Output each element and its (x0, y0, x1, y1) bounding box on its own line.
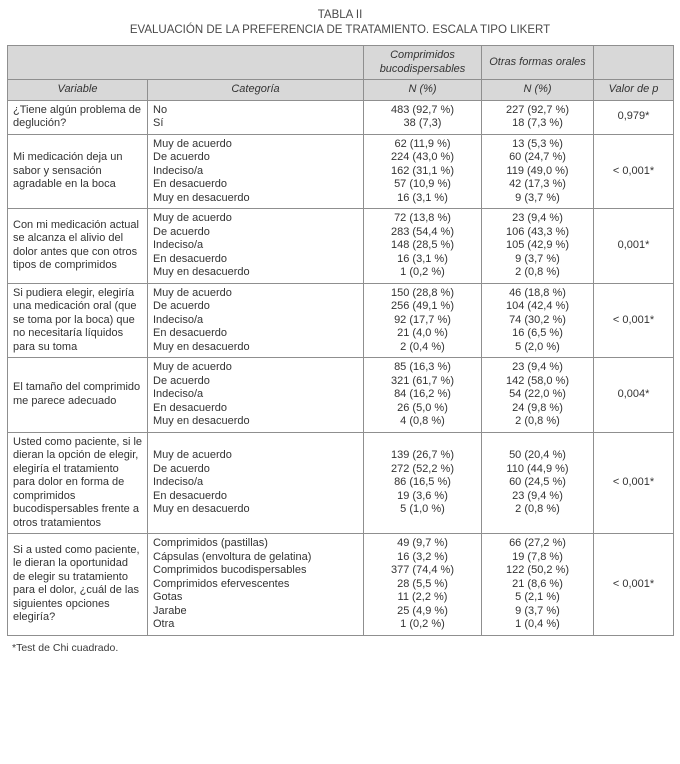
category-line: Indeciso/a (153, 313, 204, 326)
category-line: De acuerdo (153, 151, 210, 163)
footnote: *Test de Chi cuadrado. (12, 641, 119, 654)
otras-formas-cell (482, 100, 594, 134)
table-body (8, 100, 674, 635)
table-row (8, 358, 674, 433)
header-variable: Variable (8, 80, 148, 101)
p-value-cell: 0,979* (594, 100, 674, 134)
value-line: 272 (52,2 %) (391, 462, 454, 475)
value-line: 5 (2,0 %) (515, 340, 560, 353)
category-line: Jarabe (153, 604, 187, 617)
otras-formas-cell (482, 534, 594, 636)
value-line: 16 (3,2 %) (397, 550, 448, 563)
value-line: 54 (22,0 %) (509, 388, 566, 400)
value-line: 21 (4,0 %) (397, 327, 448, 339)
value-line: 321 (61,7 %) (391, 374, 454, 387)
category-line: En desacuerdo (153, 401, 227, 414)
header-empty-left (8, 46, 364, 80)
otras-formas-cell (482, 432, 594, 534)
value-line: 57 (10,9 %) (394, 178, 451, 190)
table-row (8, 534, 674, 636)
value-line: 24 (9,8 %) (512, 401, 563, 414)
table-row (8, 134, 674, 209)
value-line: 84 (16,2 %) (394, 388, 451, 400)
variable-cell: El tamaño del comprimido me parece adecuado (8, 358, 148, 433)
value-line: 5 (1,0 %) (400, 503, 445, 515)
value-line: 283 (54,4 %) (391, 225, 454, 238)
value-line: 119 (49,0 %) (506, 164, 569, 177)
bucodispersables-cell (364, 432, 482, 534)
value-line: 49 (9,7 %) (397, 537, 448, 549)
table-row (8, 100, 674, 134)
table-row (8, 283, 674, 358)
value-line: 2 (0,8 %) (515, 503, 560, 515)
category-line: Muy de acuerdo (153, 212, 232, 224)
value-line: 105 (42,9 %) (506, 239, 569, 251)
p-value-cell: 0,004* (594, 358, 674, 433)
p-value-cell: < 0,001* (594, 432, 674, 534)
category-line: Muy en desacuerdo (153, 340, 250, 353)
value-line: 18 (7,3 %) (512, 117, 563, 129)
value-line: 139 (26,7 %) (391, 449, 454, 461)
header-n-bucodispersables: N (%) (364, 80, 482, 101)
p-value-cell: < 0,001* (594, 134, 674, 209)
category-cell (148, 432, 364, 534)
category-line: Cápsulas (envoltura de gelatina) (153, 550, 312, 563)
value-line: 72 (13,8 %) (394, 212, 451, 224)
header-group-bucodispersables: Comprimidos bucodispersables (364, 46, 482, 80)
category-line: De acuerdo (153, 225, 210, 238)
category-line: En desacuerdo (153, 178, 227, 190)
category-line: En desacuerdo (153, 252, 227, 265)
value-line: 224 (43,0 %) (391, 151, 454, 163)
bucodispersables-cell (364, 358, 482, 433)
category-line: Muy en desacuerdo (153, 503, 250, 515)
value-line: 50 (20,4 %) (509, 449, 566, 461)
category-line: Indeciso/a (153, 388, 204, 400)
bucodispersables-cell (364, 534, 482, 636)
value-line: 66 (27,2 %) (509, 537, 566, 549)
variable-cell: Mi medicación deja un sabor y sensación agradable en la boca (8, 134, 148, 209)
value-line: 110 (44,9 %) (506, 462, 569, 475)
header-valor-de-p: Valor de p (594, 80, 674, 101)
value-line: 62 (11,9 %) (394, 137, 451, 150)
value-line: 19 (3,6 %) (397, 489, 448, 502)
value-line: 9 (3,7 %) (515, 604, 560, 617)
value-line: 106 (43,3 %) (506, 225, 569, 238)
category-line: Muy en desacuerdo (153, 191, 250, 204)
value-line: 1 (0,2 %) (400, 266, 445, 278)
variable-cell: Usted como paciente, si le dieran la opción de elegir, elegiría el tratamiento para dolor en forma de comprimidos bucodispersables frente a otros tratamientos (8, 432, 148, 534)
value-line: 16 (3,1 %) (397, 252, 448, 265)
header-categoria: Categoría (148, 80, 364, 101)
value-line: 162 (31,1 %) (391, 164, 454, 177)
value-line: 60 (24,5 %) (509, 476, 566, 488)
category-line: Muy de acuerdo (153, 361, 232, 373)
variable-cell: Con mi medicación actual se alcanza el alivio del dolor antes que con otros tipos de comprimidos (8, 209, 148, 284)
variable-cell: Si pudiera elegir, elegiría una medicación oral (que se toma por la boca) que no necesitaría líquidos para su toma (8, 283, 148, 358)
bucodispersables-cell (364, 209, 482, 284)
otras-formas-cell (482, 283, 594, 358)
value-line: 9 (3,7 %) (515, 191, 560, 204)
value-line: 21 (8,6 %) (512, 577, 563, 590)
value-line: 227 (92,7 %) (506, 103, 569, 116)
category-line: En desacuerdo (153, 489, 227, 502)
value-line: 23 (9,4 %) (512, 489, 563, 502)
value-line: 92 (17,7 %) (394, 313, 451, 326)
category-line: De acuerdo (153, 300, 210, 312)
value-line: 5 (2,1 %) (515, 591, 560, 603)
value-line: 1 (0,4 %) (515, 618, 560, 630)
value-line: 2 (0,8 %) (515, 266, 560, 278)
category-line: En desacuerdo (153, 327, 227, 339)
value-line: 46 (18,8 %) (509, 286, 566, 299)
category-line: Muy de acuerdo (153, 449, 232, 461)
category-line: De acuerdo (153, 374, 210, 387)
p-value-cell: 0,001* (594, 209, 674, 284)
value-line: 25 (4,9 %) (397, 604, 448, 617)
header-group-otras-formas: Otras formas orales (482, 46, 594, 80)
value-line: 16 (3,1 %) (397, 191, 448, 204)
value-line: 60 (24,7 %) (509, 151, 566, 163)
category-line: Sí (153, 117, 164, 129)
value-line: 23 (9,4 %) (512, 212, 563, 224)
value-line: 2 (0,4 %) (400, 340, 445, 353)
value-line: 256 (49,1 %) (391, 300, 454, 312)
table-header (8, 46, 674, 101)
category-line: Comprimidos bucodispersables (153, 564, 307, 576)
category-cell (148, 209, 364, 284)
p-value-cell: < 0,001* (594, 534, 674, 636)
category-line: Indeciso/a (153, 164, 204, 177)
value-line: 11 (2,2 %) (397, 591, 448, 603)
likert-table (7, 45, 674, 636)
header-n-otras: N (%) (482, 80, 594, 101)
value-line: 86 (16,5 %) (394, 476, 451, 488)
header-group-row (8, 46, 674, 80)
value-line: 28 (5,5 %) (397, 577, 448, 590)
category-line: Indeciso/a (153, 239, 204, 251)
value-line: 38 (7,3) (403, 117, 442, 129)
category-line: No (153, 103, 168, 116)
value-line: 104 (42,4 %) (506, 300, 569, 312)
category-line: Indeciso/a (153, 476, 204, 488)
value-line: 4 (0,8 %) (400, 415, 445, 427)
header-empty-right (594, 46, 674, 80)
p-value-cell: < 0,001* (594, 283, 674, 358)
value-line: 148 (28,5 %) (391, 239, 454, 251)
table-row (8, 432, 674, 534)
table-subtitle: EVALUACIÓN DE LA PREFERENCIA DE TRATAMIENTO. ESCALA TIPO LIKERT (129, 24, 551, 36)
variable-cell: Si a usted como paciente, le dieran la oportunidad de elegir su tratamiento para el dolor, ¿cuál de las siguientes opciones elegiría? (8, 534, 148, 636)
category-line: Comprimidos efervescentes (153, 577, 290, 590)
value-line: 377 (74,4 %) (391, 564, 454, 576)
category-line: De acuerdo (153, 462, 210, 475)
bucodispersables-cell (364, 134, 482, 209)
value-line: 142 (58,0 %) (506, 374, 569, 387)
category-line: Muy de acuerdo (153, 137, 232, 150)
value-line: 483 (92,7 %) (391, 103, 454, 116)
variable-cell: ¿Tiene algún problema de deglución? (8, 100, 148, 134)
category-line: Comprimidos (pastillas) (153, 537, 268, 549)
category-line: Gotas (153, 591, 183, 603)
value-line: 122 (50,2 %) (506, 564, 569, 576)
category-line: Otra (153, 618, 175, 630)
value-line: 16 (6,5 %) (512, 327, 563, 339)
category-line: Muy en desacuerdo (153, 266, 250, 278)
value-line: 19 (7,8 %) (512, 550, 563, 563)
value-line: 42 (17,3 %) (509, 178, 566, 190)
category-line: Muy en desacuerdo (153, 415, 250, 427)
bucodispersables-cell (364, 283, 482, 358)
bucodispersables-cell (364, 100, 482, 134)
value-line: 150 (28,8 %) (391, 286, 454, 299)
otras-formas-cell (482, 358, 594, 433)
category-cell (148, 283, 364, 358)
category-cell (148, 134, 364, 209)
header-column-row (8, 80, 674, 101)
value-line: 23 (9,4 %) (512, 361, 563, 373)
category-line: Muy de acuerdo (153, 286, 232, 299)
value-line: 9 (3,7 %) (515, 252, 560, 265)
category-cell (148, 534, 364, 636)
value-line: 26 (5,0 %) (397, 401, 448, 414)
value-line: 13 (5,3 %) (512, 137, 563, 150)
table-title-block (7, 8, 673, 38)
value-line: 85 (16,3 %) (394, 361, 451, 373)
category-cell (148, 358, 364, 433)
otras-formas-cell (482, 209, 594, 284)
value-line: 2 (0,8 %) (515, 415, 560, 427)
value-line: 74 (30,2 %) (509, 313, 566, 326)
category-cell (148, 100, 364, 134)
table-title: TABLA II (317, 9, 363, 21)
value-line: 1 (0,2 %) (400, 618, 445, 630)
otras-formas-cell (482, 134, 594, 209)
table-row (8, 209, 674, 284)
